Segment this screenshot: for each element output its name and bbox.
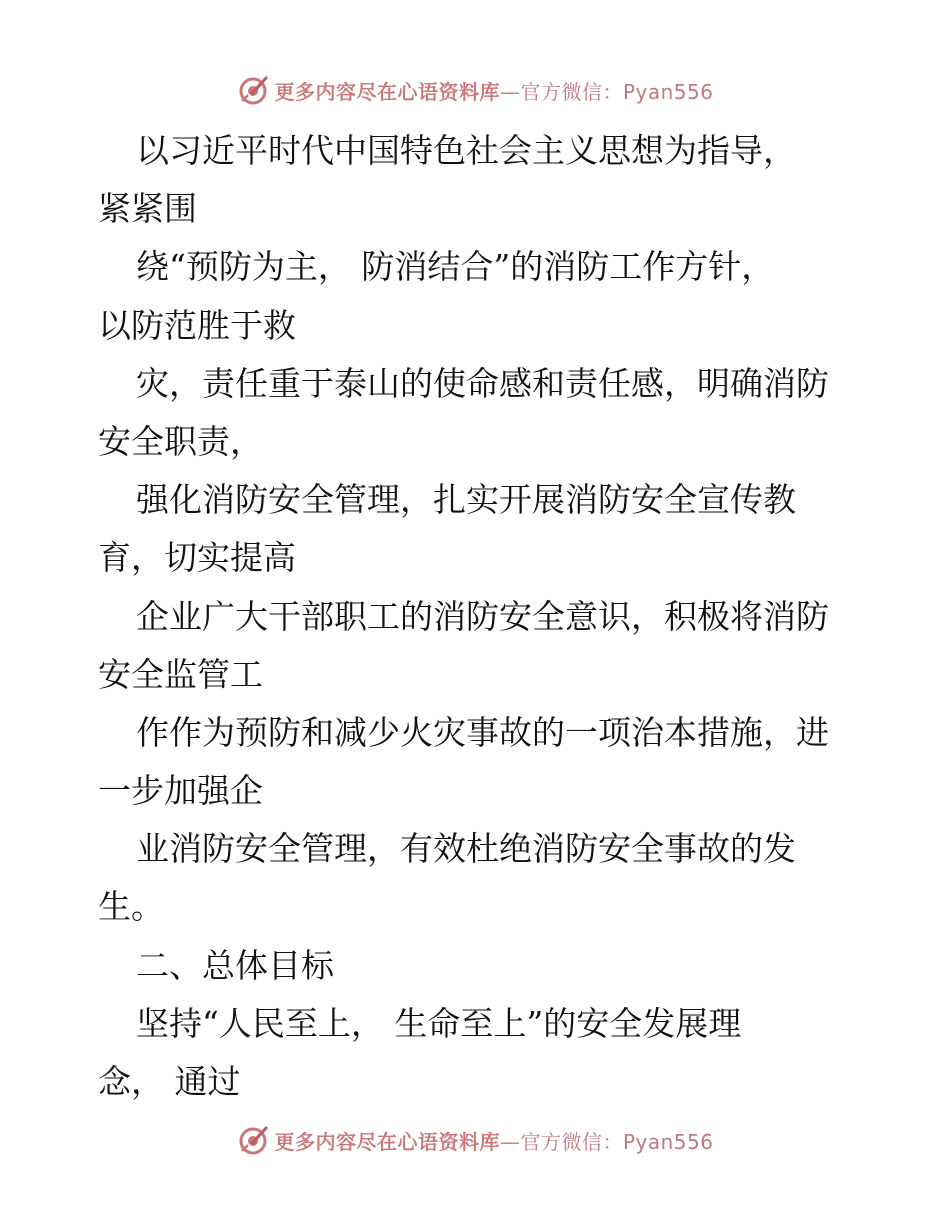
body-line: 坚持“人民至上， 生命至上”的安全发展理: [136, 1003, 742, 1043]
body-line: 安全职责，: [98, 421, 263, 461]
body-line: 生。: [98, 887, 164, 927]
body-line: 育，切实提高: [98, 538, 296, 578]
watermark-text: [274, 76, 713, 105]
watermark-separator: —: [499, 79, 521, 104]
body-line: 作作为预防和减少火灾事故的一项治本措施，进: [136, 712, 829, 752]
watermark-text: [274, 1126, 713, 1155]
header-watermark: [0, 70, 950, 110]
body-line: 企业广大干部职工的消防安全意识，积极将消防: [136, 596, 829, 636]
watermark-separator: —: [499, 1129, 521, 1154]
body-line: 绕“预防为主， 防消结合”的消防工作方针，: [136, 247, 775, 287]
body-line: 以习近平时代中国特色社会主义思想为指导，: [136, 131, 796, 170]
body-line: 以防范胜于救: [98, 305, 296, 345]
quill-pen-logo-icon: [236, 73, 270, 107]
body-line: 一步加强企: [98, 771, 263, 811]
footer-watermark: [0, 1120, 950, 1160]
watermark-wechat-text: 官方微信：Pyan556: [520, 1129, 714, 1154]
body-line: 紧紧围: [98, 189, 197, 229]
body-line: 念， 通过: [98, 1062, 241, 1101]
body-line: 安全监管工: [98, 654, 263, 694]
watermark-site-text: 更多内容尽在心语资料库: [274, 79, 500, 104]
document-body: [98, 122, 898, 1111]
body-line: 业消防安全管理，有效杜绝消防安全事故的发: [136, 829, 796, 869]
watermark-wechat-text: 官方微信：Pyan556: [520, 79, 714, 104]
section-heading: 二、总体目标: [136, 945, 334, 985]
body-line: 强化消防安全管理，扎实开展消防安全宣传教: [136, 480, 796, 520]
watermark-site-text: 更多内容尽在心语资料库: [274, 1129, 500, 1154]
body-line: 灾，责任重于泰山的使命感和责任感，明确消防: [136, 363, 829, 403]
quill-pen-logo-icon: [236, 1123, 270, 1157]
